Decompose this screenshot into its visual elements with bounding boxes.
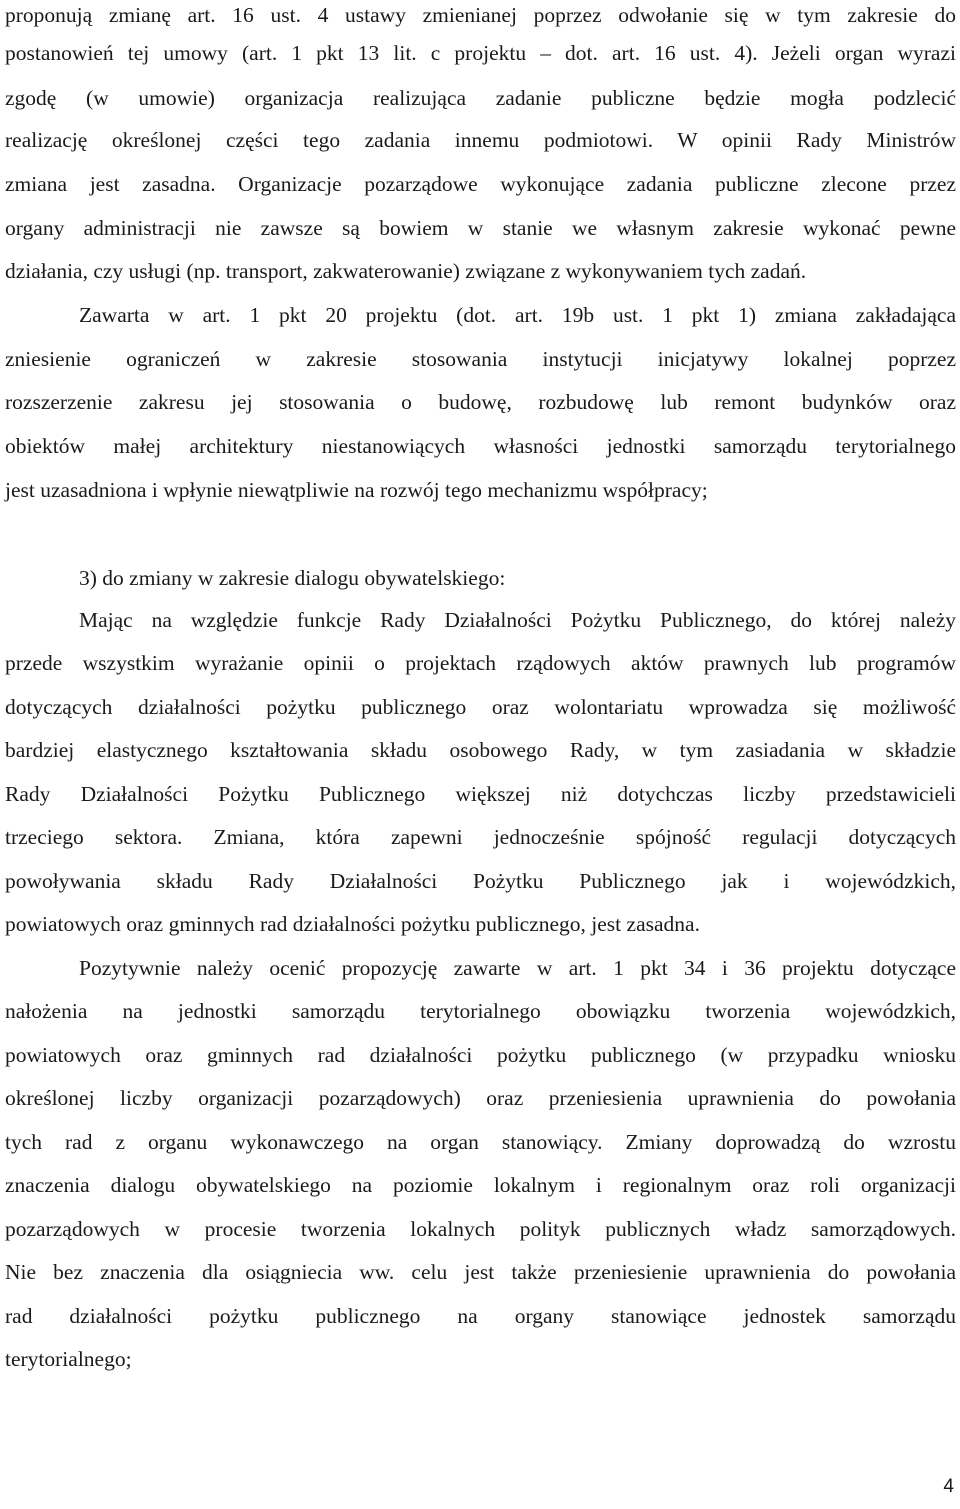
text-line: bardziej elastycznego kształtowania składu osobowego Rady, w tym zasiadania w składzie: [5, 738, 956, 762]
text-line: powiatowych oraz gminnych rad działalności pożytku publicznego, jest zasadna.: [5, 912, 700, 936]
text-line: znaczenia dialogu obywatelskiego na poziomie lokalnym i regionalnym oraz roli organizacji: [5, 1173, 956, 1197]
text-line: zgodę (w umowie) organizacja realizująca zadanie publiczne będzie mogła podzlecić: [5, 86, 956, 110]
text-line: powoływania składu Rady Działalności Pożytku Publicznego jak i wojewódzkich,: [5, 869, 956, 893]
text-line: trzeciego sektora. Zmiana, która zapewni jednocześnie spójność regulacji dotyczących: [5, 825, 956, 849]
text-line: proponują zmianę art. 16 ust. 4 ustawy zmienianej poprzez odwołanie się w tym zakresie do: [5, 3, 956, 27]
section-heading: 3) do zmiany w zakresie dialogu obywatelskiego:: [79, 566, 506, 590]
text-line: realizację określonej części tego zadania innemu podmiotowi. W opinii Rady Ministrów: [5, 128, 956, 152]
text-line: postanowień tej umowy (art. 1 pkt 13 lit. c projektu – dot. art. 16 ust. 4). Jeżeli organ wyrazi: [5, 41, 956, 65]
text-line: Mając na względzie funkcje Rady Działalności Pożytku Publicznego, do której należy: [79, 608, 956, 632]
text-line: zniesienie ograniczeń w zakresie stosowania instytucji inicjatywy lokalnej poprzez: [5, 347, 956, 371]
text-line: Zawarta w art. 1 pkt 20 projektu (dot. art. 19b ust. 1 pkt 1) zmiana zakładająca: [79, 303, 956, 327]
text-line: przede wszystkim wyrażanie opinii o projektach rządowych aktów prawnych lub programów: [5, 651, 956, 675]
text-line: powiatowych oraz gminnych rad działalności pożytku publicznego (w przypadku wniosku: [5, 1043, 956, 1067]
text-line: zmiana jest zasadna. Organizacje pozarządowe wykonujące zadania publiczne zlecone przez: [5, 172, 956, 196]
page-number: 4: [943, 1476, 954, 1497]
text-line: tych rad z organu wykonawczego na organ stanowiący. Zmiany doprowadzą do wzrostu: [5, 1130, 956, 1154]
text-line: jest uzasadniona i wpłynie niewątpliwie na rozwój tego mechanizmu współpracy;: [5, 478, 708, 502]
text-line: terytorialnego;: [5, 1347, 132, 1371]
text-line: Nie bez znaczenia dla osiągniecia ww. celu jest także przeniesienie uprawnienia do powołania: [5, 1260, 956, 1284]
text-line: Rady Działalności Pożytku Publicznego większej niż dotychczas liczby przedstawicieli: [5, 782, 956, 806]
text-line: rad działalności pożytku publicznego na organy stanowiące jednostek samorządu: [5, 1304, 956, 1328]
text-line: rozszerzenie zakresu jej stosowania o budowę, rozbudowę lub remont budynków oraz: [5, 390, 956, 414]
text-line: obiektów małej architektury niestanowiących własności jednostki samorządu terytorialnego: [5, 434, 956, 458]
text-line: działania, czy usługi (np. transport, zakwaterowanie) związane z wykonywaniem tych zadań.: [5, 259, 807, 283]
text-line: Pozytywnie należy ocenić propozycję zawarte w art. 1 pkt 34 i 36 projektu dotyczące: [79, 956, 956, 980]
text-line: pozarządowych w procesie tworzenia lokalnych polityk publicznych władz samorządowych.: [5, 1217, 956, 1241]
text-line: określonej liczby organizacji pozarządowych) oraz przeniesienia uprawnienia do powołania: [5, 1086, 956, 1110]
text-line: organy administracji nie zawsze są bowiem w stanie we własnym zakresie wykonać pewne: [5, 216, 956, 240]
text-line: dotyczących działalności pożytku publicznego oraz wolontariatu wprowadza się możliwość: [5, 695, 956, 719]
text-line: nałożenia na jednostki samorządu terytorialnego obowiązku tworzenia wojewódzkich,: [5, 999, 956, 1023]
